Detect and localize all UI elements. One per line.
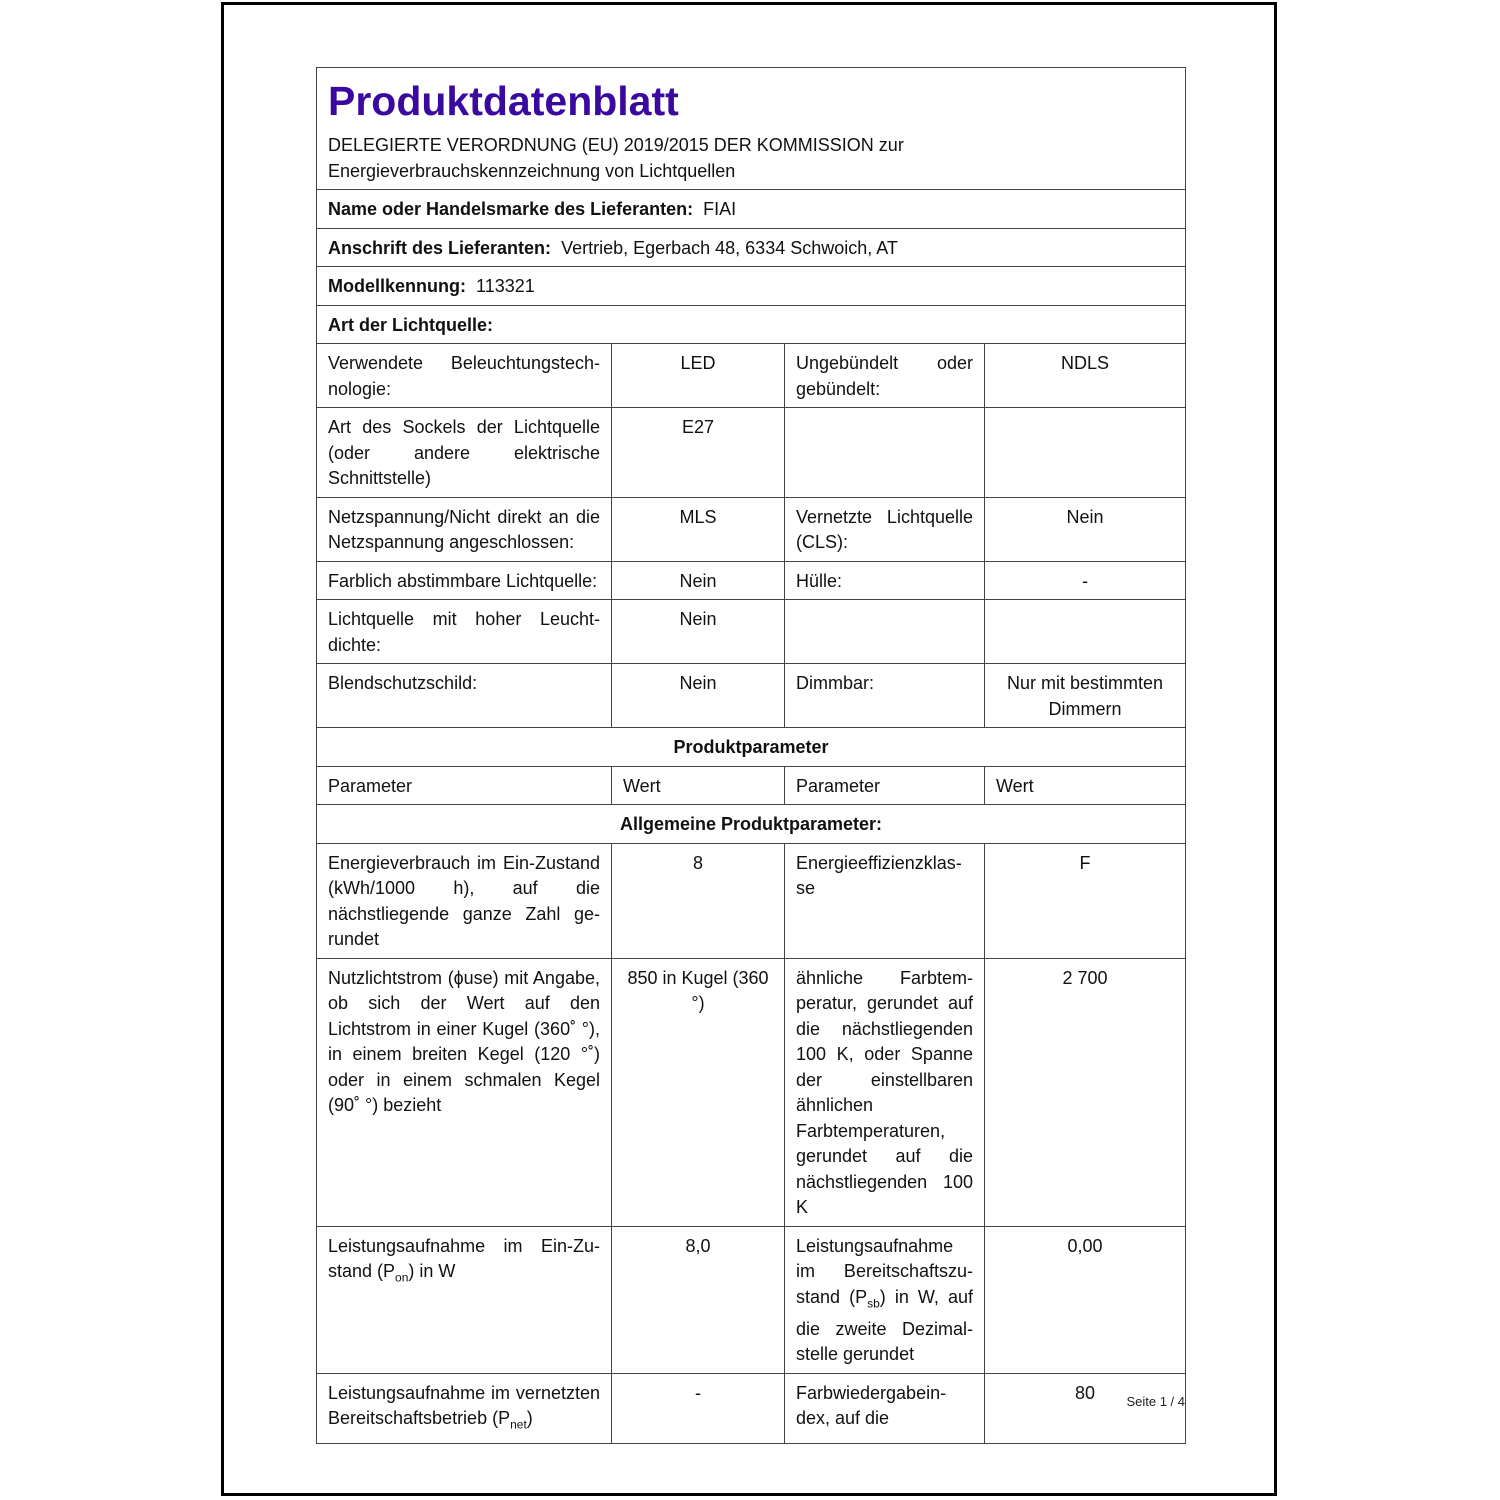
table-row (317, 497, 1186, 561)
param-cell: Leistungsaufnahme im Bereitschaftszustand $(P_{sb})$ in W, auf die zweite Dezimalstelle gerundet (785, 1226, 985, 1373)
param-cell: Netzspannung/Nicht direkt an die Netzspannung angeschlossen: (317, 497, 612, 561)
param-cell: Verwendete Beleuchtungstechnologie: (317, 344, 612, 408)
value-cell: LED (612, 344, 785, 408)
light-source-type-row (317, 305, 1186, 344)
column-header-row (317, 766, 1186, 805)
supplier-address-value: Vertrieb, Egerbach 48, 6334 Schwoich, AT (561, 237, 898, 258)
supplier-name-label: Name oder Handelsmarke des Lieferanten: (328, 199, 694, 219)
param-cell: ähnliche Farbtemperatur, gerundet auf die nächstliegenden 100 K, oder Spanne der einstellbaren ähnlichen Farbtemperaturen, gerundet auf die nächstliegenden 100 K (785, 958, 985, 1226)
value-cell: Nur mit bestimmten Dimmern (985, 664, 1186, 728)
column-header: Wert (985, 766, 1186, 805)
value-cell: Nein (612, 561, 785, 600)
param-cell: Lichtquelle mit hoher Leuchtdichte: (317, 600, 612, 664)
section-header-row (317, 805, 1186, 844)
page-number: Seite 1 / 4 (1126, 1394, 1185, 1409)
title-row (317, 68, 1186, 190)
supplier-name-value: FIAI (703, 199, 737, 219)
table-row (317, 600, 1186, 664)
table-row (317, 1373, 1186, 1444)
value-cell: 80 (985, 1373, 1186, 1444)
param-cell (785, 408, 985, 498)
supplier-address-row (317, 228, 1186, 267)
regulation-subtitle: DELEGIERTE VERORDNUNG (EU) 2019/2015 DER KOMMISSION zur Energieverbrauchskennzeichnung von Lichtquellen (328, 135, 904, 181)
table-row (317, 958, 1186, 1226)
model-id-row (317, 267, 1186, 306)
value-cell: F (985, 843, 1186, 958)
supplier-address-label: Anschrift des Lieferanten: (328, 237, 552, 258)
value-cell: 8 (612, 843, 785, 958)
column-header: Parameter (317, 766, 612, 805)
light-source-type-label: Art der Lichtquelle: (317, 305, 1186, 344)
value-cell: 850 in Kugel (360 °) (612, 958, 785, 1226)
param-cell: Art des Sockels der Lichtquelle (oder andere elektrische Schnittstelle) (317, 408, 612, 498)
table-row (317, 843, 1186, 958)
param-cell: Blendschutzschild: (317, 664, 612, 728)
page-title: Produktdatenblatt (328, 78, 679, 124)
section-product-params: Produktparameter (317, 728, 1186, 767)
value-cell: 2 700 (985, 958, 1186, 1226)
value-cell: 8,0 (612, 1226, 785, 1373)
value-cell: E27 (612, 408, 785, 498)
value-cell: - (612, 1373, 785, 1444)
param-cell: Energieeffizienzklasse (785, 843, 985, 958)
param-cell: Vernetzte Lichtquelle (CLS): (785, 497, 985, 561)
value-cell (985, 408, 1186, 498)
value-cell: MLS (612, 497, 785, 561)
value-cell: - (985, 561, 1186, 600)
value-cell: NDLS (985, 344, 1186, 408)
table-row (317, 344, 1186, 408)
param-cell: Leistungsaufnahme im Ein-Zustand $(P_{on})$ in W (317, 1226, 612, 1373)
column-header: Parameter (785, 766, 985, 805)
param-cell: Energieverbrauch im Ein-Zustand (kWh/1000 h), auf die nächstliegende ganze Zahl gerundet (317, 843, 612, 958)
param-cell: Hülle: (785, 561, 985, 600)
param-cell: Farbwiedergabeindex, auf die (785, 1373, 985, 1444)
param-cell: Ungebündelt oder gebündelt: (785, 344, 985, 408)
column-header: Wert (612, 766, 785, 805)
table-row (317, 561, 1186, 600)
table-row (317, 408, 1186, 498)
value-cell: Nein (612, 600, 785, 664)
table-row (317, 664, 1186, 728)
model-id-label: Modellkennung: (328, 276, 466, 296)
param-cell: Dimmbar: (785, 664, 985, 728)
value-cell: Nein (985, 497, 1186, 561)
param-cell: Farblich abstimmbare Lichtquelle: (317, 561, 612, 600)
supplier-name-row (317, 190, 1186, 229)
value-cell: 0,00 (985, 1226, 1186, 1373)
table-row (317, 1226, 1186, 1373)
value-cell (985, 600, 1186, 664)
value-cell: Nein (612, 664, 785, 728)
section-general-params: Allgemeine Produktparameter: (317, 805, 1186, 844)
section-header-row (317, 728, 1186, 767)
param-cell (785, 600, 985, 664)
title-cell (317, 68, 1186, 190)
param-cell: Nutzlichtstrom (ɸuse) mit Angabe, ob sich der Wert auf den Lichtstrom in einer Kugel (360˚ °), in einem breiten Kegel (120 °˚) oder in einem schmalen Kegel (90˚ °) bezieht (317, 958, 612, 1226)
model-id-value: 113321 (476, 276, 535, 296)
datasheet-table (316, 67, 1186, 1444)
param-cell: Leistungsaufnahme im vernetzten Bereitschaftsbetrieb $(P_{net})$ (317, 1373, 612, 1444)
